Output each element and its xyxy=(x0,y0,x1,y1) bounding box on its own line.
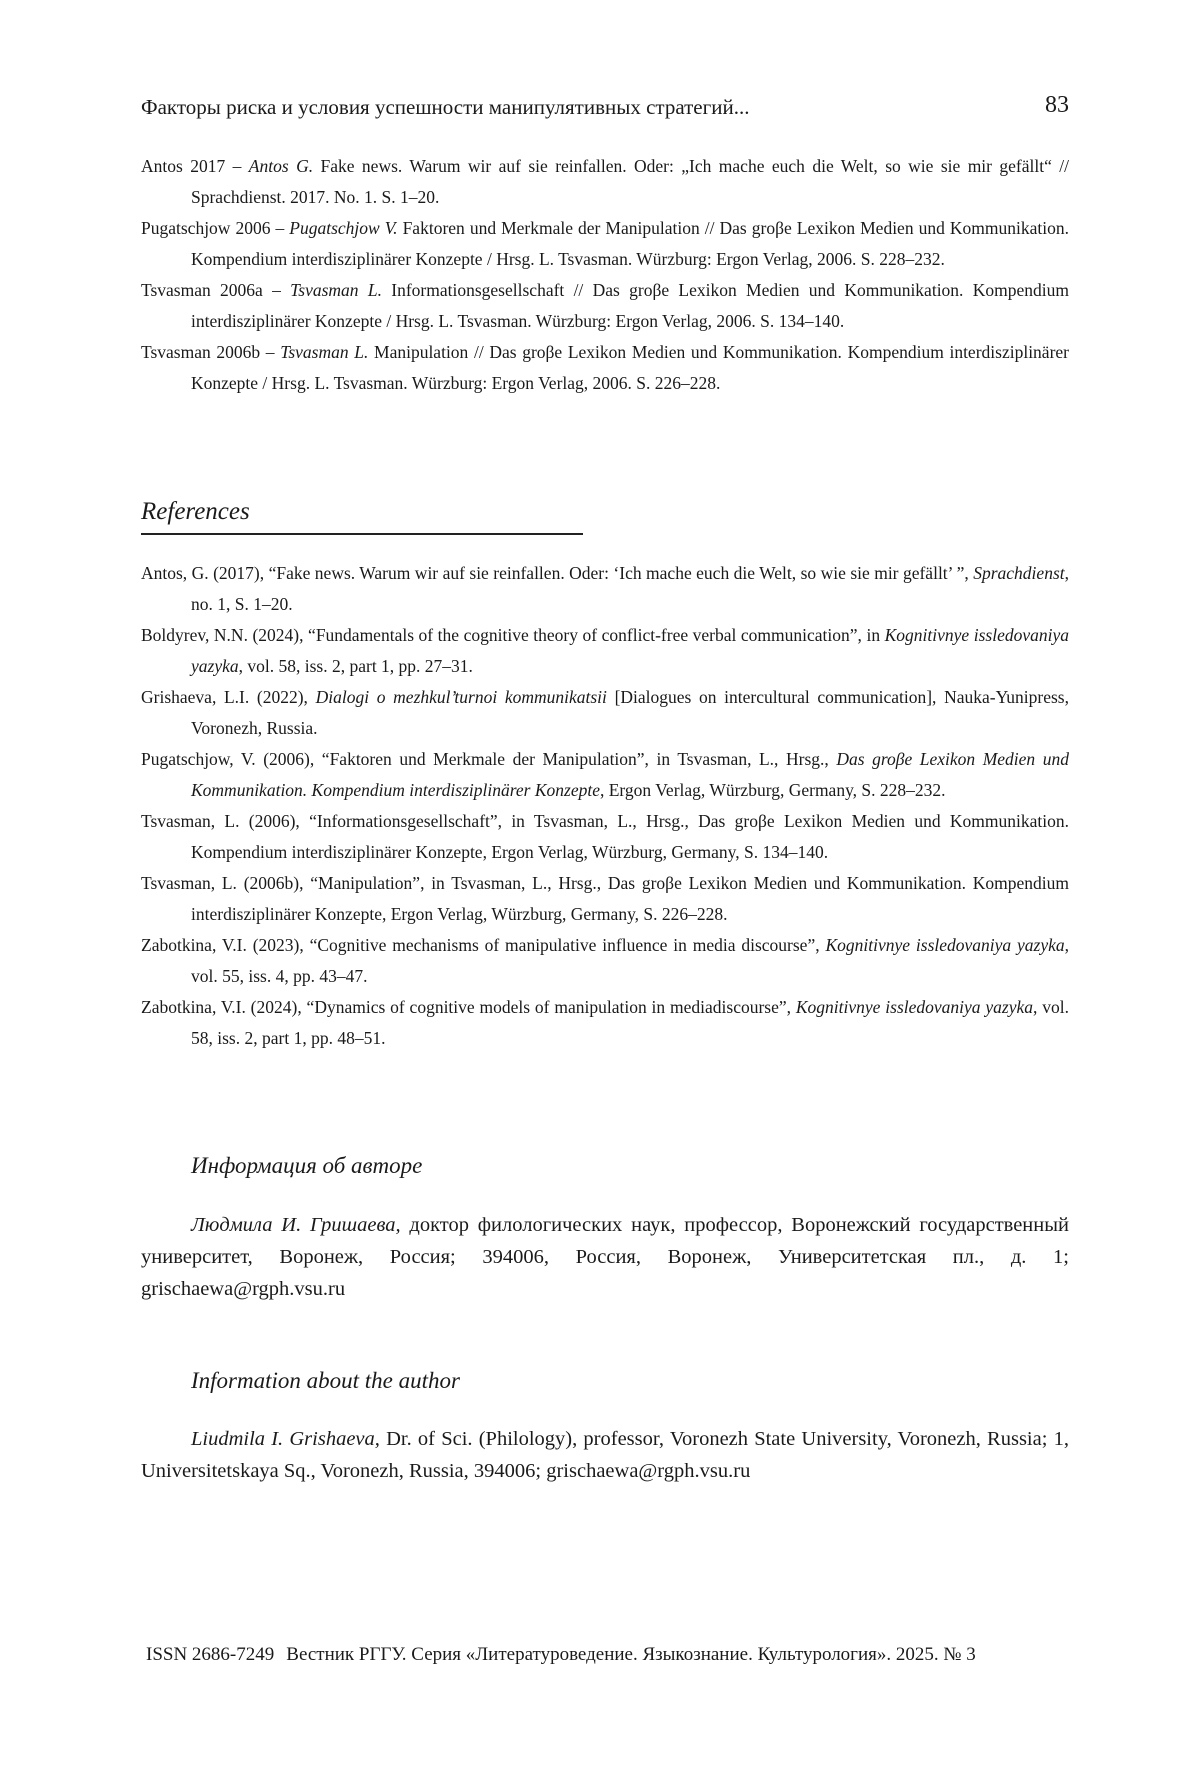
references-heading-rule xyxy=(141,533,583,535)
page xyxy=(0,0,1200,1780)
running-title: Факторы риска и условия успешности манипулятивных стратегий... xyxy=(141,92,749,122)
author-details-ru: доктор филологических наук, профессор, Воронежский государственный университет, Воронеж, Россия; 394006, Россия, Воронеж, Университетская пл., д. 1; grischaewa@rgph.vsu.ru xyxy=(141,1214,1069,1300)
page-footer xyxy=(146,1642,1070,1668)
author-info-heading-en: Information about the author xyxy=(191,1366,460,1396)
reference-entry: Tsvasman, L. (2006b), “Manipulation”, in Tsvasman, L., Hrsg., Das groβe Lexikon Medien und Kommunikation. Kompendium interdisziplinärer Konzepte, Ergon Verlag, Würzburg, Germany, S. 226–228. xyxy=(141,868,1069,930)
references-heading: References xyxy=(141,496,250,528)
references-list xyxy=(141,558,1069,1054)
author-name-ru: Людмила И. Гришаева, xyxy=(191,1214,401,1236)
reference-entry: Tsvasman, L. (2006), “Informationsgesellschaft”, in Tsvasman, L., Hrsg., Das groβe Lexikon Medien und Kommunikation. Kompendium interdisziplinärer Konzepte, Ergon Verlag, Würzburg, Germany, S. 134–140. xyxy=(141,806,1069,868)
reference-entry: Pugatschjow, V. (2006), “Faktoren und Merkmale der Manipulation”, in Tsvasman, L., Hrsg., Das groβe Lexikon Medien und Kommunikation. Kompendium interdisziplinärer Konzepte, Ergon Verlag, Würzburg, Germany, S. 228–232. xyxy=(141,744,1069,806)
reference-entry: Boldyrev, N.N. (2024), “Fundamentals of the cognitive theory of conflict-free verbal communication”, in Kognitivnye issledovaniya yazyka, vol. 58, iss. 2, part 1, pp. 27–31. xyxy=(141,620,1069,682)
author-info-en xyxy=(141,1423,1069,1487)
footer-journal: Вестник РГГУ. Серия «Литературоведение. Языкознание. Культурология». 2025. № 3 xyxy=(286,1644,976,1665)
bibliography-list xyxy=(141,151,1069,399)
author-name-en: Liudmila I. Grishaeva, xyxy=(191,1428,380,1450)
bibliography-entry: Antos 2017 – Antos G. Fake news. Warum wir auf sie reinfallen. Oder: „Ich mache euch die Welt, so wie sie mir gefällt“ // Sprachdienst. 2017. No. 1. S. 1–20. xyxy=(141,151,1069,213)
reference-entry: Zabotkina, V.I. (2024), “Dynamics of cognitive models of manipulation in mediadiscourse”, Kognitivnye issledovaniya yazyka, vol. 58, iss. 2, part 1, pp. 48–51. xyxy=(141,992,1069,1054)
reference-entry: Grishaeva, L.I. (2022), Dialogi o mezhkul’turnoi kommunikatsii [Dialogues on intercultural communication], Nauka-Yunipress, Voronezh, Russia. xyxy=(141,682,1069,744)
author-info-ru xyxy=(141,1209,1069,1305)
reference-entry: Zabotkina, V.I. (2023), “Cognitive mechanisms of manipulative influence in media discourse”, Kognitivnye issledovaniya yazyka, vol. 55, iss. 4, pp. 43–47. xyxy=(141,930,1069,992)
footer-issn: ISSN 2686-7249 xyxy=(146,1644,274,1665)
reference-entry: Antos, G. (2017), “Fake news. Warum wir auf sie reinfallen. Oder: ‘Ich mache euch die Welt, so wie sie mir gefällt’ ”, Sprachdienst, no. 1, S. 1–20. xyxy=(141,558,1069,620)
bibliography-entry: Pugatschjow 2006 – Pugatschjow V. Faktoren und Merkmale der Manipulation // Das groβe Lexikon Medien und Kommunikation. Kompendium interdisziplinärer Konzepte / Hrsg. L. Tsvasman. Würzburg: Ergon Verlag, 2006. S. 228–232. xyxy=(141,213,1069,275)
author-details-en: Dr. of Sci. (Philology), professor, Voronezh State University, Voronezh, Russia; 1, Universitetskaya Sq., Voronezh, Russia, 394006; grischaewa@rgph.vsu.ru xyxy=(141,1428,1069,1482)
author-info-heading-ru: Информация об авторе xyxy=(191,1151,422,1181)
running-head xyxy=(141,92,1069,122)
page-number: 83 xyxy=(1045,90,1069,120)
bibliography-entry: Tsvasman 2006a – Tsvasman L. Informationsgesellschaft // Das groβe Lexikon Medien und Kommunikation. Kompendium interdisziplinärer Konzepte / Hrsg. L. Tsvasman. Würzburg: Ergon Verlag, 2006. S. 134–140. xyxy=(141,275,1069,337)
bibliography-entry: Tsvasman 2006b – Tsvasman L. Manipulation // Das groβe Lexikon Medien und Kommunikation. Kompendium interdisziplinärer Konzepte / Hrsg. L. Tsvasman. Würzburg: Ergon Verlag, 2006. S. 226–228. xyxy=(141,337,1069,399)
